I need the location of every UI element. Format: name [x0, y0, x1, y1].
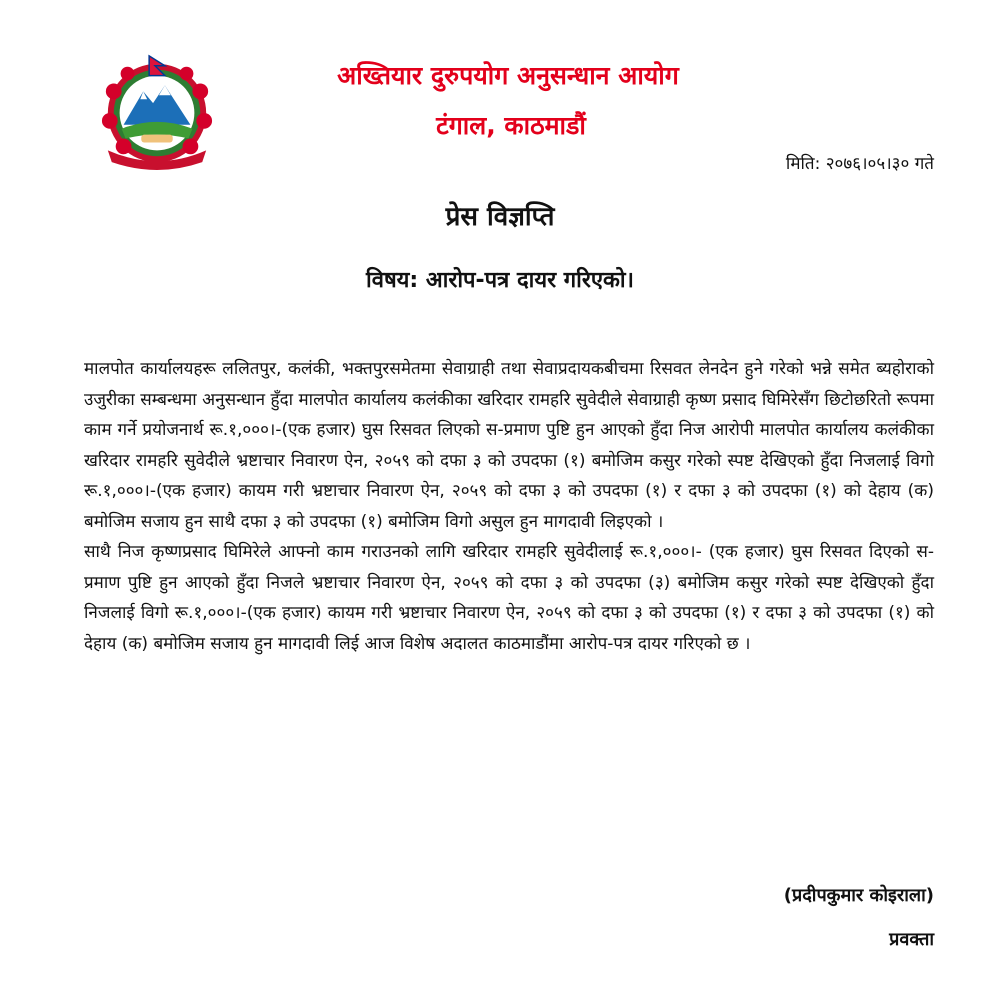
signatory-name: (प्रदीपकुमार कोइराला)	[783, 885, 934, 906]
body-text	[84, 354, 934, 659]
signature-block	[784, 874, 934, 962]
signatory-designation: प्रवक्ता	[889, 929, 934, 950]
press-release-title: प्रेस विज्ञप्ति	[445, 202, 555, 232]
subject-line: विषय: आरोप-पत्र दायर गरिएको।	[366, 268, 634, 293]
paragraph-2: साथै निज कृष्णप्रसाद घिमिरेले आफ्नो काम गराउनको लागि खरिदार रामहरि सुवेदीलाई रू.१,०००।- (एक हजार) घुस रिसवत दिएको स-प्रमाण पुष्टि हुन आएको हुँदा निजले भ्रष्टाचार निवारण ऐन, २०५९ को दफा ३ को उपदफा (३) बमोजिम कसुर गरेको स्पष्ट देखिएको हुँदा निजलाई विगो रू.१,०००।-(एक हजार) कायम गरी भ्रष्टाचार निवारण ऐन, २०५९ को दफा ३ को उपदफा (१) र दफा ३ को उपदफा (१) को देहाय (क) बमोजिम सजाय हुन मागदावी लिई आज विशेष अदालत काठमाडौंमा आरोप-पत्र दायर गरिएको छ ।	[84, 542, 934, 654]
document-date: मिति: २०७६।०५।३० गते	[785, 154, 934, 174]
paragraph-1: मालपोत कार्यालयहरू ललितपुर, कलंकी, भक्तपुरसमेतमा सेवाग्राही तथा सेवाप्रदायकबीचमा रिसवत लेनदेन हुने गरेको भन्ने समेत ब्यहोराको उजुरीका सम्बन्धमा अनुसन्धान हुँदा मालपोत कार्यालय कलंकीका खरिदार रामहरि सुवेदीले सेवाग्राही कृष्ण प्रसाद घिमिरेसँग छिटोछरितो रूपमा काम गर्ने प्रयोजनार्थ रू.१,०००।-(एक हजार) घुस रिसवत लिएको स-प्रमाण पुष्टि हुन आएको हुँदा निज आरोपी मालपोत कार्यालय कलंकीका खरिदार रामहरि सुवेदीले भ्रष्टाचार निवारण ऐन, २०५९ को दफा ३ को उपदफा (१) बमोजिम कसुर गरेको स्पष्ट देखिएको हुँदा निजलाई विगो रू.१,०००।-(एक हजार) कायम गरी भ्रष्टाचार निवारण ऐन, २०५९ को दफा ३ को उपदफा (१) र दफा ३ को उपदफा (१) को देहाय (क) बमोजिम सजाय हुन साथै दफा ३ को उपदफा (१) बमोजिम विगो असुल हुन मागदावी लिइएको ।	[84, 359, 934, 532]
organization-address: टंगाल, काठमाडौं	[436, 111, 586, 140]
organization-name: अख्तियार दुरुपयोग अनुसन्धान आयोग	[337, 61, 679, 90]
